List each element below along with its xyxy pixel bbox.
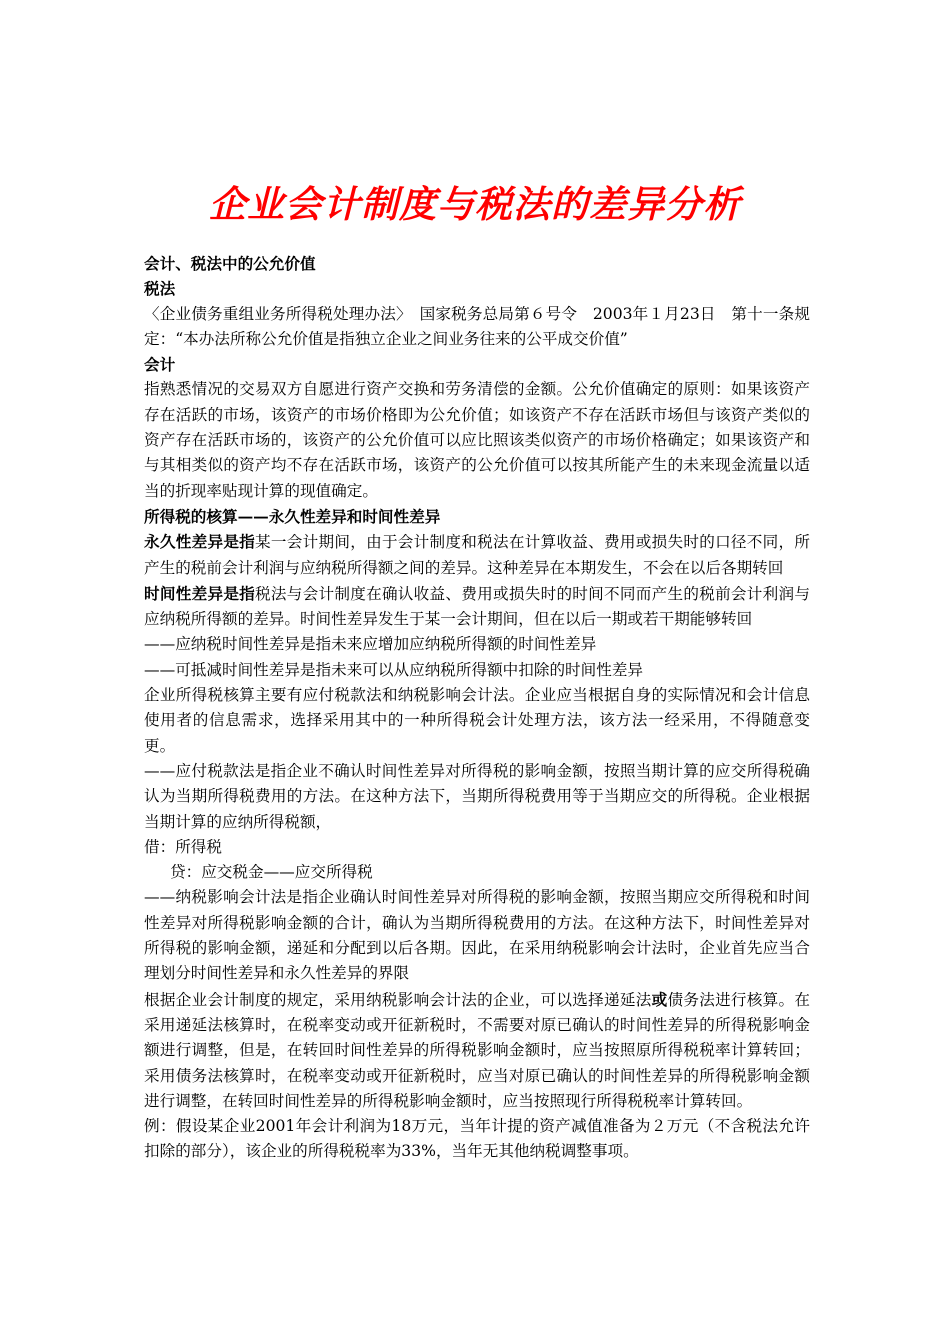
heading-fair-value: 会计、税法中的公允价值 xyxy=(144,254,316,273)
heading-accounting: 会计 xyxy=(144,355,176,375)
paragraph-payable-method: ——应付税款法是指企业不确认时间性差异对所得税的影响金额，按照当期计算的应交所得税确认为当期所得税费用的方法。在这种方法下，当期所得税费用等于当期应交的所得税。企业根据当期计算的应纳所得税额， xyxy=(144,761,810,831)
document-body xyxy=(144,251,810,1165)
heading-income-tax: 所得税的核算——永久性差异和时间性差异 xyxy=(144,506,441,526)
paragraph-methods-intro: 企业所得税核算主要有应付税款法和纳税影响会计法。企业应当根据自身的实际情况和会计信息使用者的信息需求，选择采用其中的一种所得税会计处理方法，该方法一经采用，不得随意变更。 xyxy=(144,686,810,755)
term-timing-difference: 时间性差异是指 xyxy=(144,583,256,603)
text-timing-difference: 税法与会计制度在确认收益、费用或损失时的时间不同而产生的税前会计利润与应纳税所得额的差异。时间性差异发生于某一会计期间，但在以后一期或若干期能够转回 xyxy=(144,584,810,629)
heading-tax-law: 税法 xyxy=(144,279,176,299)
paragraph-accounting: 指熟悉情况的交易双方自愿进行资产交换和劳务清偿的金额。公允价值确定的原则：如果该资产存在活跃的市场，该资产的市场价格即为公允价值；如该资产不存在活跃市场但与该资产类似的资产存在活跃市场的，该资产的公允价值可以应比照该类似资产的市场价格确定；如果该资产和与其相类似的资产均不存在活跃市场，该资产的公允价值可以按其所能产生的未来现金流量以适当的折现率贴现计算的现值确定。 xyxy=(144,380,810,500)
term-permanent-difference: 永久性差异是指 xyxy=(144,532,256,552)
paragraph-taxable-timing: ——应纳税时间性差异是指未来应增加应纳税所得额的时间性差异 xyxy=(144,635,597,654)
text-deferral-part2: 债务法进行核算。在采用递延法核算时，在税率变动或开征新税时，不需要对原已确认的时间性差异的所得税影响金额进行调整，但是，在转回时间性差异的所得税影响金额时，应当按照原所得税税率计算转回；采用债务法核算时，在税率变动或开征新税时，应当对原已确认的时间性差异的所得税影响金额进行调整，在转回时间性差异的所得税影响金额时，应当按照现行所得税税率计算转回。 xyxy=(144,990,810,1110)
text-deferral-or: 或 xyxy=(651,989,668,1009)
paragraph-example: 例：假设某企业2001年会计利润为18万元，当年计提的资产减值准备为２万元（不含税法允许扣除的部分），该企业的所得税税率为33%，当年无其他纳税调整事项。 xyxy=(144,1117,810,1161)
paragraph-permanent-difference xyxy=(144,529,810,581)
paragraph-deferral-liability xyxy=(144,987,810,1114)
journal-credit-line: 贷：应交税金——应交所得税 xyxy=(170,863,373,882)
text-permanent-difference: 某一会计期间，由于会计制度和税法在计算收益、费用或损失时的口径不同，所产生的税前会计利润与应纳税所得额之间的差异。这种差异在本期发生，不会在以后各期转回 xyxy=(144,533,810,577)
paragraph-effect-method: ——纳税影响会计法是指企业确认时间性差异对所得税的影响金额，按照当期应交所得税和时间性差异对所得税影响金额的合计，确认为当期所得税费用的方法。在这种方法下，时间性差异对所得税的影响金额，递延和分配到以后各期。因此，在采用纳税影响会计法时，企业首先应当合理划分时间性差异和永久性差异的界限 xyxy=(144,888,810,983)
paragraph-deductible-timing: ——可抵减时间性差异是指未来可以从应纳税所得额中扣除的时间性差异 xyxy=(144,660,644,679)
text-deferral-part1: 根据企业会计制度的规定，采用纳税影响会计法的企业，可以选择递延法 xyxy=(144,990,652,1009)
journal-debit-line: 借：所得税 xyxy=(144,837,222,856)
document-title: 企业会计制度与税法的差异分析 xyxy=(209,182,741,226)
paragraph-timing-difference xyxy=(144,581,810,633)
paragraph-tax-law: 〈企业债务重组业务所得税处理办法〉 国家税务总局第６号令 2003年１月23日 第十一条规定：“本办法所称公允价值是指独立企业之间业务往来的公平成交价值” xyxy=(144,304,810,348)
